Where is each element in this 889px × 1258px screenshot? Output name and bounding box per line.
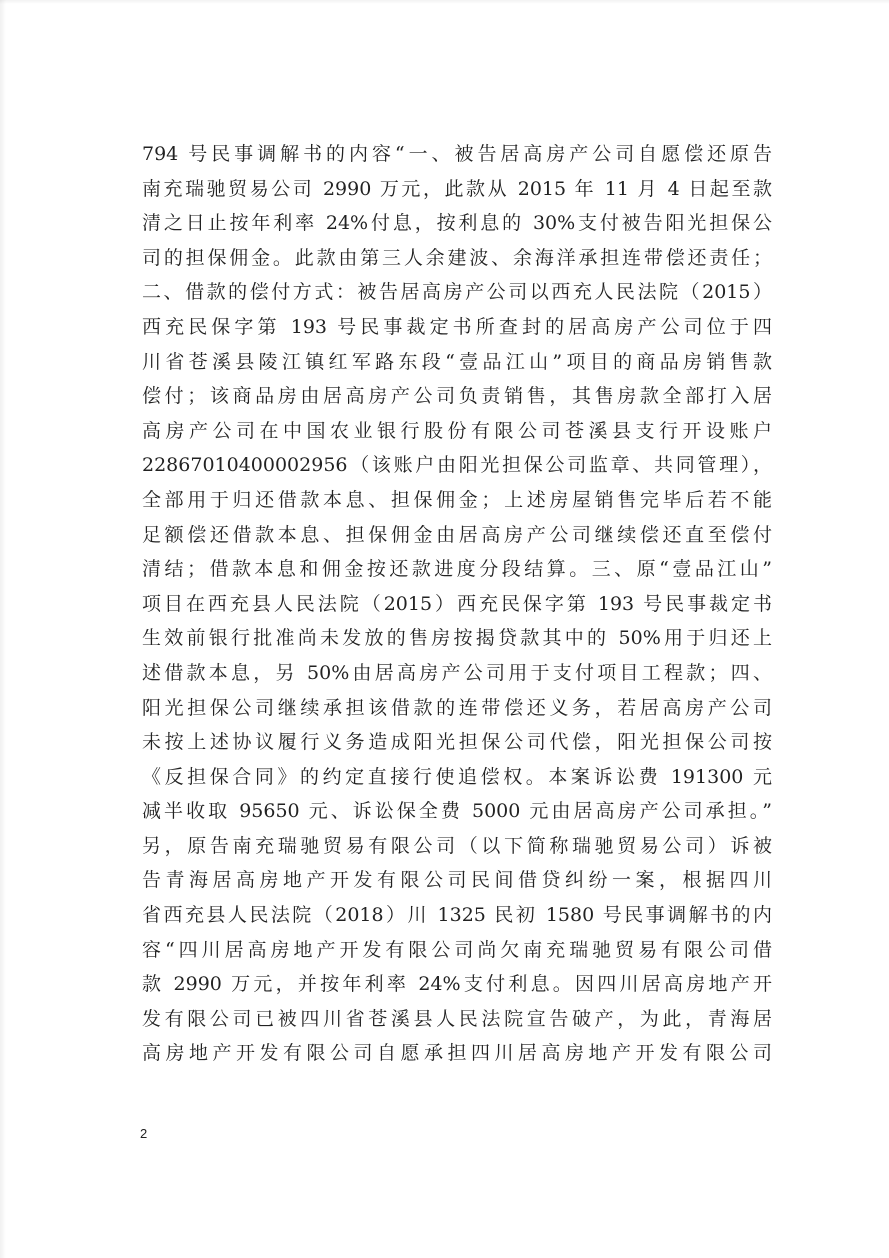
text-line: 发有限公司已被四川省苍溪县人民法院宣告破产，为此，青海居 (142, 1007, 772, 1030)
text-line: 清之日止按年利率 24%付息，按利息的 30%支付被告阳光担保公 (142, 212, 772, 235)
text-line: 22867010400002956（该账户由阳光担保公司监章、共同管理）， (142, 454, 772, 477)
text-line: 减半收取 95650 元、诉讼保全费 5000 元由居高房产公司承担。” (142, 800, 772, 823)
text-line: 足额偿还借款本息、担保佣金由居高房产公司继续偿还直至偿付 (142, 523, 772, 546)
text-line: 二、借款的偿付方式：被告居高房产公司以西充人民法院（2015） (142, 281, 772, 304)
text-line: 另，原告南充瑞驰贸易有限公司（以下简称瑞驰贸易公司）诉被 (142, 834, 772, 857)
page-number: 2 (140, 1126, 148, 1141)
text-line: 全部用于归还借款本息、担保佣金；上述房屋销售完毕后若不能 (142, 488, 772, 511)
text-line: 款 2990 万元，并按年利率 24%支付利息。因四川居高房地产开 (142, 973, 772, 996)
scan-edge-shadow-left (0, 0, 6, 1258)
text-line: 司的担保佣金。此款由第三人余建波、余海洋承担连带偿还责任； (142, 246, 772, 269)
text-line: 项目在西充县人民法院（2015）西充民保字第 193 号民事裁定书 (142, 592, 772, 615)
text-line: 述借款本息，另 50%由居高房产公司用于支付项目工程款；四、 (142, 661, 772, 684)
text-line: 告青海居高房地产开发有限公司民间借贷纠纷一案，根据四川 (142, 869, 772, 892)
scan-edge-shadow-top (0, 0, 889, 4)
text-line: 西充民保字第 193 号民事裁定书所查封的居高房产公司位于四 (142, 315, 772, 338)
body-text (142, 137, 772, 1071)
text-line: 794 号民事调解书的内容“一、被告居高房产公司自愿偿还原告 (142, 143, 772, 165)
text-line: 南充瑞驰贸易公司 2990 万元，此款从 2015 年 11 月 4 日起至款 (142, 177, 772, 200)
text-line: 生效前银行批准尚未发放的售房按揭贷款其中的 50%用于归还上 (142, 627, 772, 650)
text-line: 偿付；该商品房由居高房产公司负责销售，其售房款全部打入居 (142, 385, 772, 408)
text-line: 高房产公司在中国农业银行股份有限公司苍溪县支行开设账户 (142, 419, 772, 442)
text-line: 容“四川居高房地产开发有限公司尚欠南充瑞驰贸易有限公司借 (142, 938, 772, 961)
text-line: 清结；借款本息和佣金按还款进度分段结算。三、原“壹品江山” (142, 558, 772, 581)
text-line: 阳光担保公司继续承担该借款的连带偿还义务，若居高房产公司 (142, 696, 772, 719)
text-line: 川省苍溪县陵江镇红军路东段“壹品江山”项目的商品房销售款 (142, 350, 772, 373)
text-line: 高房地产开发有限公司自愿承担四川居高房地产开发有限公司 (142, 1042, 772, 1065)
text-line: 《反担保合同》的约定直接行使追偿权。本案诉讼费 191300 元 (142, 765, 772, 788)
text-line: 省西充县人民法院（2018）川 1325 民初 1580 号民事调解书的内 (142, 904, 772, 927)
text-line: 未按上述协议履行义务造成阳光担保公司代偿，阳光担保公司按 (142, 731, 772, 754)
